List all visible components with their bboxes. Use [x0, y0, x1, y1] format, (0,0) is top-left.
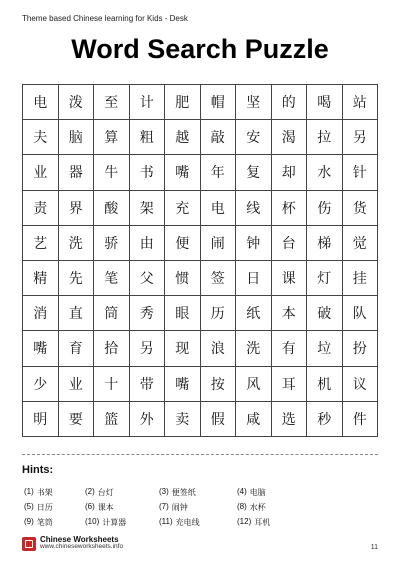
grid-cell: 觉 [343, 226, 379, 261]
hint-text: 水杯 [249, 503, 266, 512]
grid-cell: 本 [272, 296, 308, 331]
grid-cell: 垃 [307, 331, 343, 366]
hint-number: (4) [237, 487, 247, 496]
grid-cell: 挂 [343, 261, 379, 296]
hint-number: (5) [24, 502, 34, 511]
brand [40, 536, 123, 551]
hint-text: 电脑 [249, 488, 266, 497]
grid-cell: 洗 [236, 331, 272, 366]
grid-cell: 篮 [94, 402, 130, 437]
grid-cell: 年 [201, 155, 237, 190]
grid-cell: 洗 [59, 226, 95, 261]
grid-cell: 筒 [94, 296, 130, 331]
grid-cell: 秒 [307, 402, 343, 437]
grid-cell: 浪 [201, 331, 237, 366]
grid-cell: 计 [130, 85, 166, 120]
grid-cell: 肥 [165, 85, 201, 120]
hint-item [237, 517, 337, 528]
grid-cell: 敲 [201, 120, 237, 155]
grid-cell: 却 [272, 155, 308, 190]
grid-cell: 眼 [165, 296, 201, 331]
grid-cell: 货 [343, 191, 379, 226]
hint-item [159, 487, 237, 498]
grid-cell: 便 [165, 226, 201, 261]
hint-item [85, 487, 159, 498]
grid-cell: 至 [94, 85, 130, 120]
grid-cell: 惯 [165, 261, 201, 296]
hint-item [24, 517, 85, 528]
grid-cell: 精 [23, 261, 59, 296]
hint-number: (9) [24, 517, 34, 526]
grid-cell: 少 [23, 367, 59, 402]
grid-cell: 梯 [307, 226, 343, 261]
hint-text: 课本 [97, 503, 114, 512]
hint-item [159, 502, 237, 513]
grid-cell: 泼 [59, 85, 95, 120]
hint-number: (12) [237, 517, 252, 526]
brand-name: Chinese Worksheets [40, 535, 119, 544]
grid-cell: 杯 [272, 191, 308, 226]
hint-text: 充电线 [175, 518, 200, 527]
hint-text: 日历 [36, 503, 53, 512]
hint-text: 台灯 [97, 488, 114, 497]
grid-cell: 另 [130, 331, 166, 366]
grid-cell: 机 [307, 367, 343, 402]
hint-item [24, 487, 85, 498]
grid-cell: 外 [130, 402, 166, 437]
grid-cell: 按 [201, 367, 237, 402]
footer [22, 536, 123, 551]
grid-cell: 育 [59, 331, 95, 366]
grid-cell: 灯 [307, 261, 343, 296]
hint-text: 计算器 [102, 518, 127, 527]
grid-cell: 坚 [236, 85, 272, 120]
grid-cell: 拾 [94, 331, 130, 366]
hint-item [85, 502, 159, 513]
grid-cell: 嘴 [165, 367, 201, 402]
grid-cell: 酸 [94, 191, 130, 226]
grid-cell: 件 [343, 402, 379, 437]
grid-cell: 界 [59, 191, 95, 226]
grid-cell: 充 [165, 191, 201, 226]
grid-cell: 风 [236, 367, 272, 402]
hint-number: (10) [85, 517, 100, 526]
grid-cell: 议 [343, 367, 379, 402]
grid-cell: 嘴 [165, 155, 201, 190]
grid-cell: 线 [236, 191, 272, 226]
grid-cell: 带 [130, 367, 166, 402]
grid-cell: 帽 [201, 85, 237, 120]
grid-cell: 脑 [59, 120, 95, 155]
hint-text: 耳机 [254, 518, 271, 527]
hint-number: (6) [85, 502, 95, 511]
hint-text: 便签纸 [171, 488, 196, 497]
grid-cell: 器 [59, 155, 95, 190]
grid-cell: 电 [201, 191, 237, 226]
grid-cell: 站 [343, 85, 379, 120]
grid-cell: 伤 [307, 191, 343, 226]
grid-cell: 嘴 [23, 331, 59, 366]
grid-cell: 假 [201, 402, 237, 437]
hint-item [159, 517, 237, 528]
grid-cell: 课 [272, 261, 308, 296]
hint-number: (2) [85, 487, 95, 496]
grid-cell: 队 [343, 296, 379, 331]
grid-cell: 架 [130, 191, 166, 226]
hint-number: (1) [24, 487, 34, 496]
grid-cell: 针 [343, 155, 379, 190]
grid-cell: 喝 [307, 85, 343, 120]
grid-cell: 耳 [272, 367, 308, 402]
grid-cell: 签 [201, 261, 237, 296]
grid-cell: 渴 [272, 120, 308, 155]
grid-cell: 纸 [236, 296, 272, 331]
hint-text: 笔筒 [36, 518, 53, 527]
page-number: 11 [370, 544, 378, 551]
grid-cell: 由 [130, 226, 166, 261]
grid-cell: 钟 [236, 226, 272, 261]
grid-cell: 消 [23, 296, 59, 331]
hints-list [24, 487, 374, 528]
grid-cell: 夫 [23, 120, 59, 155]
brand-url: www.chineseworksheets.info [40, 543, 124, 551]
grid-cell: 日 [236, 261, 272, 296]
grid-cell: 闹 [201, 226, 237, 261]
hint-item [237, 487, 337, 498]
grid-cell: 牛 [94, 155, 130, 190]
page-title: Word Search Puzzle [71, 34, 329, 64]
grid-cell: 先 [59, 261, 95, 296]
grid-cell: 扮 [343, 331, 379, 366]
grid-cell: 拉 [307, 120, 343, 155]
grid-cell: 选 [272, 402, 308, 437]
grid-cell: 卖 [165, 402, 201, 437]
grid-cell: 书 [130, 155, 166, 190]
grid-cell: 安 [236, 120, 272, 155]
grid-cell: 现 [165, 331, 201, 366]
grid-cell: 粗 [130, 120, 166, 155]
hint-item [24, 502, 85, 513]
grid-cell: 破 [307, 296, 343, 331]
grid-cell: 直 [59, 296, 95, 331]
grid-cell: 另 [343, 120, 379, 155]
hint-text: 闹钟 [171, 503, 188, 512]
grid-cell: 业 [59, 367, 95, 402]
grid-cell: 艺 [23, 226, 59, 261]
grid-cell: 的 [272, 85, 308, 120]
grid-cell: 有 [272, 331, 308, 366]
grid-cell: 电 [23, 85, 59, 120]
hint-item [237, 502, 337, 513]
grid-cell: 越 [165, 120, 201, 155]
hint-item [85, 517, 159, 528]
grid-cell: 要 [59, 402, 95, 437]
header-subtitle: Theme based Chinese learning for Kids - Desk [22, 14, 188, 23]
grid-cell: 业 [23, 155, 59, 190]
grid-cell: 骄 [94, 226, 130, 261]
hint-number: (11) [159, 517, 173, 526]
grid-cell: 责 [23, 191, 59, 226]
grid-cell: 十 [94, 367, 130, 402]
hints-title: Hints: [22, 464, 54, 476]
grid-cell: 历 [201, 296, 237, 331]
divider [22, 454, 378, 455]
grid-cell: 笔 [94, 261, 130, 296]
word-search-grid [22, 84, 378, 437]
grid-cell: 秀 [130, 296, 166, 331]
grid-cell: 明 [23, 402, 59, 437]
grid-cell: 父 [130, 261, 166, 296]
hint-text: 书架 [36, 488, 53, 497]
hint-number: (7) [159, 502, 169, 511]
grid-cell: 台 [272, 226, 308, 261]
hint-number: (8) [237, 502, 247, 511]
logo-icon [22, 537, 36, 551]
grid-cell: 水 [307, 155, 343, 190]
grid-cell: 复 [236, 155, 272, 190]
grid-cell: 咸 [236, 402, 272, 437]
grid-cell: 算 [94, 120, 130, 155]
hint-number: (3) [159, 487, 169, 496]
